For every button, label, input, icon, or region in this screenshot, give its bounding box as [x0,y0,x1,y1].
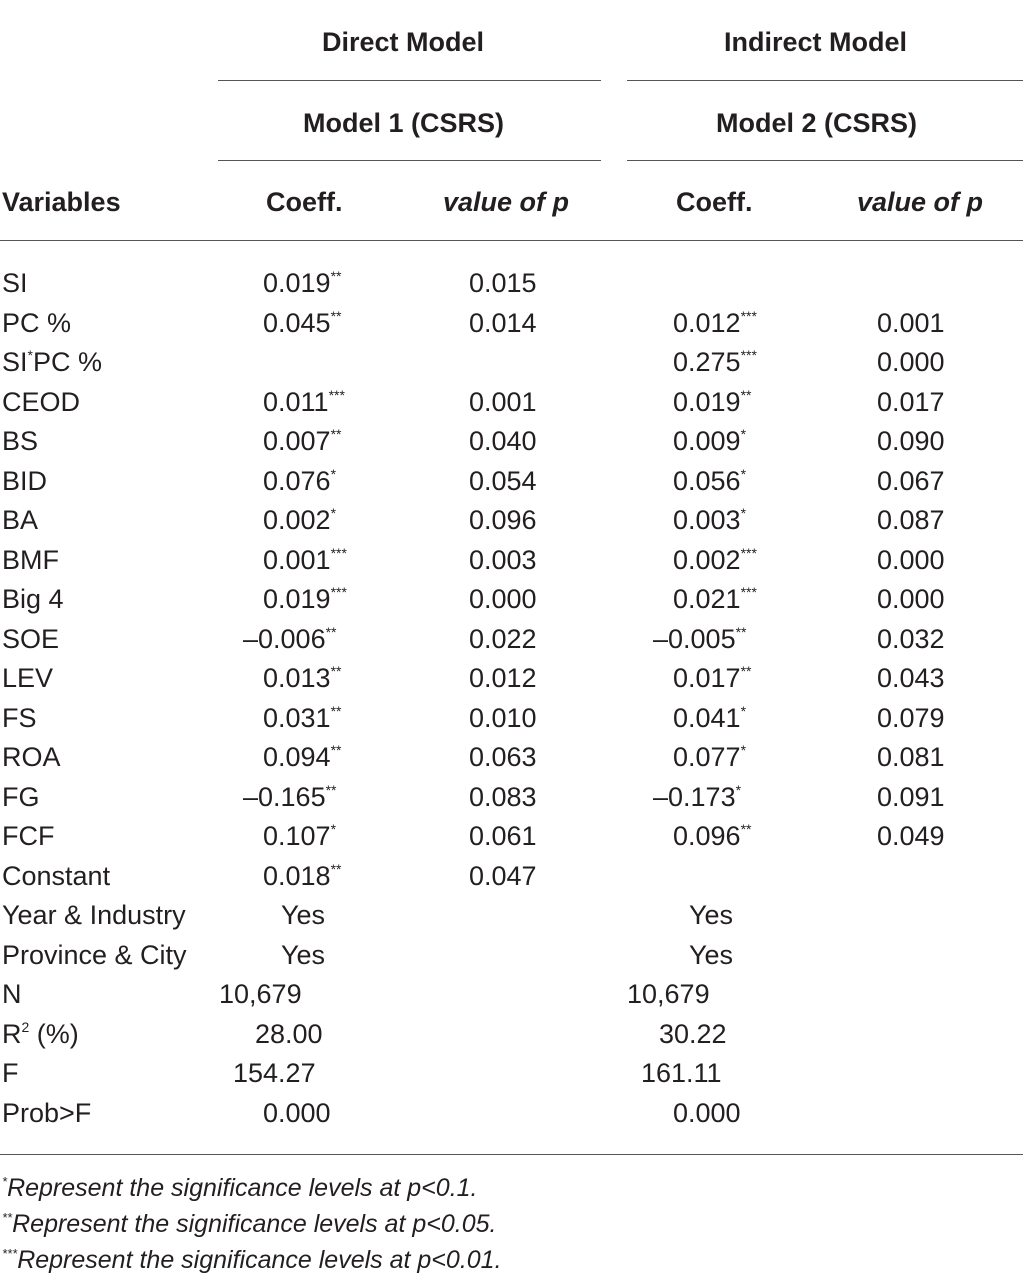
coeff-cell: 0.045** [263,308,342,338]
coeff-cell: –0.173* [653,782,742,812]
row-label: SOE [2,624,60,654]
coeff-cell: 0.019** [263,268,342,298]
coeff-cell: 0.019** [673,387,752,417]
coeff-cell: 0.056* [673,466,747,496]
coeff-cell: 0.076* [263,466,337,496]
model-header-1: Model 1 (CSRS) [303,108,505,138]
coeff-cell: 0.021*** [673,584,757,614]
row-label: BID [2,466,48,496]
row-label: FG [2,782,40,812]
coeff-cell: 0.011*** [263,387,345,417]
row-label: SI*PC % [2,347,102,377]
pvalue-cell: 0.083 [469,782,537,812]
rule-direct-1 [218,80,601,81]
value-cell: 0.000 [673,1098,741,1128]
coeff-cell: 0.018** [263,861,342,891]
rule-header-bottom [0,240,1023,241]
col-header-coeff-2: Coeff. [676,187,753,217]
row-label: $R^2$ (%) [2,1019,79,1049]
pvalue-cell: 0.000 [877,347,945,377]
row-label: ROA [2,742,61,772]
coeff-cell: 0.007** [263,426,342,456]
group-header-direct: Direct Model [322,27,485,57]
pvalue-cell: 0.014 [469,308,537,338]
pvalue-cell: 0.015 [469,268,537,298]
coeff-cell: 0.002*** [673,545,757,575]
value-cell: Yes [281,900,326,930]
pvalue-cell: 0.000 [469,584,537,614]
value-cell: 30.22 [659,1019,727,1049]
coeff-cell: 0.096** [673,821,752,851]
pvalue-cell: 0.022 [469,624,537,654]
coeff-cell: 0.013** [263,663,342,693]
pvalue-cell: 0.032 [877,624,945,654]
pvalue-cell: 0.010 [469,703,537,733]
row-label: BS [2,426,39,456]
model-header-2: Model 2 (CSRS) [716,108,918,138]
pvalue-cell: 0.090 [877,426,945,456]
value-cell: 154.27 [233,1058,316,1088]
pvalue-cell: 0.017 [877,387,945,417]
coeff-cell: 0.094** [263,742,342,772]
value-cell: 0.000 [263,1098,331,1128]
value-cell: 161.11 [641,1058,722,1088]
coeff-cell: 0.107* [263,821,337,851]
footnote: *Represent the significance levels at p<0.1. [2,1174,478,1202]
pvalue-cell: 0.054 [469,466,537,496]
coeff-cell: –0.165** [243,782,337,812]
value-cell: 10,679 [219,979,302,1009]
pvalue-cell: 0.043 [877,663,945,693]
pvalue-cell: 0.001 [469,387,537,417]
row-label: FS [2,703,37,733]
pvalue-cell: 0.000 [877,584,945,614]
coeff-cell: –0.005** [653,624,747,654]
pvalue-cell: 0.091 [877,782,945,812]
value-cell: Yes [689,900,734,930]
pvalue-cell: 0.040 [469,426,537,456]
pvalue-cell: 0.000 [877,545,945,575]
rule-table-bottom [0,1154,1023,1155]
row-label: Constant [2,861,111,891]
col-header-pvalue-1: value of p [443,187,570,217]
row-label: N [2,979,22,1009]
value-cell: Yes [281,940,326,970]
value-cell: Yes [689,940,734,970]
pvalue-cell: 0.081 [877,742,945,772]
col-header-coeff-1: Coeff. [266,187,343,217]
pvalue-cell: 0.067 [877,466,945,496]
rule-indirect-1 [627,80,1023,81]
coeff-cell: 0.003* [673,505,747,535]
coeff-cell: 0.031** [263,703,342,733]
pvalue-cell: 0.061 [469,821,537,851]
row-label: SI [2,268,28,298]
coeff-cell: 0.002* [263,505,337,535]
col-header-pvalue-2: value of p [857,187,984,217]
col-header-variables: Variables [2,187,121,217]
row-label: PC % [2,308,72,338]
coeff-cell: 0.275*** [673,347,757,377]
rule-direct-2 [218,160,601,161]
coeff-cell: 0.009* [673,426,747,456]
row-label: CEOD [2,387,81,417]
row-label: Year & Industry [2,900,186,930]
row-label: Province & City [2,940,187,970]
row-label: Big 4 [2,584,64,614]
row-label: Prob>F [2,1098,92,1128]
value-cell: 28.00 [255,1019,323,1049]
footnote: ***Represent the significance levels at p<0.01. [2,1246,502,1274]
row-label: FCF [2,821,55,851]
coeff-cell: 0.019*** [263,584,347,614]
rule-indirect-2 [627,160,1023,161]
value-cell: 10,679 [627,979,710,1009]
row-label: F [2,1058,19,1088]
row-label: BMF [2,545,59,575]
pvalue-cell: 0.003 [469,545,537,575]
pvalue-cell: 0.049 [877,821,945,851]
coeff-cell: 0.077* [673,742,747,772]
pvalue-cell: 0.087 [877,505,945,535]
pvalue-cell: 0.063 [469,742,537,772]
group-header-indirect: Indirect Model [724,27,908,57]
pvalue-cell: 0.096 [469,505,537,535]
coeff-cell: 0.041* [673,703,747,733]
pvalue-cell: 0.047 [469,861,537,891]
row-label: LEV [2,663,54,693]
footnote: **Represent the significance levels at p<0.05. [2,1210,497,1238]
pvalue-cell: 0.012 [469,663,537,693]
row-label: BA [2,505,39,535]
coeff-cell: –0.006** [243,624,337,654]
coeff-cell: 0.001*** [263,545,347,575]
coeff-cell: 0.012*** [673,308,757,338]
coeff-cell: 0.017** [673,663,752,693]
pvalue-cell: 0.079 [877,703,945,733]
pvalue-cell: 0.001 [877,308,945,338]
